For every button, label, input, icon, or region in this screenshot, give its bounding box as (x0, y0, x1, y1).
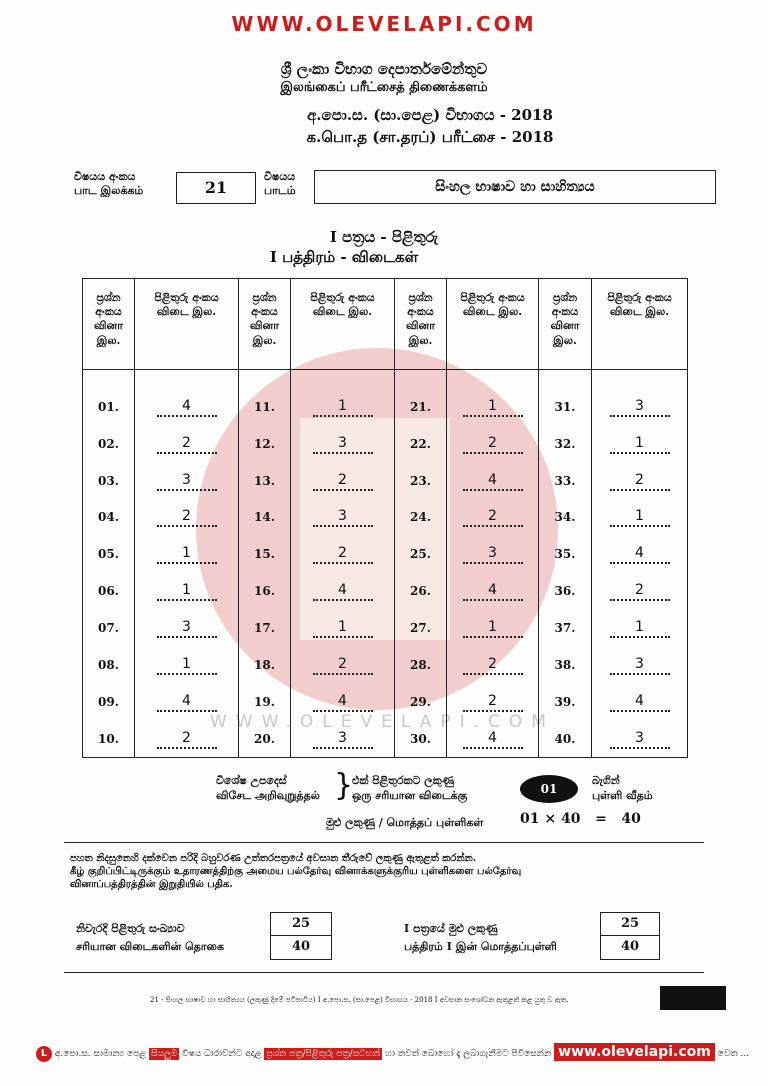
answer-cell (592, 462, 688, 499)
question-number: 38. (539, 646, 592, 683)
answer-value: 4 (463, 471, 523, 491)
answer-value: 1 (463, 618, 523, 638)
paper-total-value: 25 (601, 913, 659, 936)
question-header-line: ප්‍රශ්න (252, 291, 277, 304)
question-number: 31. (539, 388, 592, 425)
question-number: 07. (83, 610, 135, 647)
answer-cell (135, 425, 239, 462)
question-header-line: இல. (408, 334, 433, 347)
answer-cell (291, 425, 395, 462)
exam-title-sinhala: අ.පො.ස. (සා.පෙළ) විභාගය - 2018 (307, 106, 553, 124)
total-marks-label: මුළු ලකුණු / மொத்தப் புள்ளிகள் (326, 816, 484, 829)
question-header-line: අංකය (95, 305, 122, 318)
answer-number-header (592, 279, 688, 370)
answer-value: 2 (313, 655, 373, 675)
subject-name-box: සිංහල භාෂාව හා සාහිත්‍යය (314, 170, 716, 204)
question-number: 01. (83, 388, 135, 425)
answer-value: 2 (463, 507, 523, 527)
answer-value: 2 (610, 471, 670, 491)
answer-cell (592, 388, 688, 425)
answer-header-line: விடை இல. (462, 305, 523, 318)
question-number: 16. (239, 573, 291, 610)
question-number: 29. (395, 683, 447, 720)
answer-header-line: விடை இல. (312, 305, 373, 318)
table-row (83, 610, 688, 647)
answer-cell (135, 573, 239, 610)
answer-cell (291, 720, 395, 757)
question-number: 10. (83, 720, 135, 757)
answer-cell (447, 499, 539, 536)
answer-value: 1 (157, 581, 217, 601)
exam-title-tamil: க.பொ.த (சா.தரப்) பரீட்சை - 2018 (306, 128, 554, 146)
question-header-line: வினா (94, 319, 123, 332)
site-header: WWW.OLEVELAPI.COM (231, 12, 537, 36)
answer-cell (291, 388, 395, 425)
table-row (83, 720, 688, 757)
answer-cell (291, 536, 395, 573)
answer-value: 4 (610, 544, 670, 564)
table-row (83, 388, 688, 425)
answer-cell (135, 646, 239, 683)
paper-title-sinhala: I පත්‍රය - පිළිතුරු (329, 228, 439, 246)
subject-number-box: 21 (176, 172, 256, 204)
per-answer-label: එක් පිළිතුරකට ලකුණු ஒரு சரியான விடைக்கு (352, 774, 468, 802)
table-row (83, 536, 688, 573)
question-header-line: வினா (406, 319, 435, 332)
question-number: 19. (239, 683, 291, 720)
answer-value: 2 (463, 655, 523, 675)
question-number: 22. (395, 425, 447, 462)
question-number: 11. (239, 388, 291, 425)
footer-suffix: වෙත ... (717, 1049, 750, 1059)
answer-value: 4 (157, 692, 217, 712)
question-number: 32. (539, 425, 592, 462)
answer-cell (592, 573, 688, 610)
answer-header-line: පිළිතුරු අංකය (460, 291, 525, 304)
question-number: 03. (83, 462, 135, 499)
answer-cell (592, 610, 688, 647)
answer-number-header (447, 279, 539, 370)
answer-value: 1 (610, 434, 670, 454)
footer-prefix: අ.පො.ස. සාමාන්‍ය පෙළ (54, 1049, 147, 1059)
answer-value: 2 (157, 729, 217, 749)
question-number: 33. (539, 462, 592, 499)
answer-value: 2 (157, 434, 217, 454)
correct-count-value: 25 (271, 913, 331, 936)
answer-value: 2 (463, 434, 523, 454)
answer-value: 3 (313, 729, 373, 749)
question-number: 25. (395, 536, 447, 573)
answer-cell (447, 573, 539, 610)
marking-note: පහත නිදසුනෙහි දක්වෙන පරිදි බහුවරණ උත්තරපත්‍රයේ අවසාන තීරුවේ ලකුණු ඇතුළත් කරන්න. கீழ் குறிப்பிட்டிருக்கும் உதாரணத்திற்கு அமைய பல்தேர்வு வினாக்களுக்குரிய புள்ளிகளை பல்தேர்வு வினாப்பத்திரத்தின் இறுதியில் பதிக. (70, 853, 522, 890)
question-number-header (395, 279, 447, 370)
answer-cell (291, 646, 395, 683)
answer-value: 2 (157, 507, 217, 527)
answer-cell (135, 610, 239, 647)
table-row (83, 683, 688, 720)
answer-value: 3 (610, 729, 670, 749)
paper-total-box (600, 912, 660, 960)
question-header-line: අංකය (407, 305, 434, 318)
answer-cell (135, 536, 239, 573)
marks-suffix-label: බැගින් புள்ளி வீதம் (592, 774, 653, 802)
answer-value: 3 (313, 434, 373, 454)
question-number: 27. (395, 610, 447, 647)
answer-header-line: පිළිතුරු අංකය (607, 291, 672, 304)
question-number: 35. (539, 536, 592, 573)
redaction-block (660, 986, 726, 1010)
answer-cell (135, 388, 239, 425)
table-row (83, 425, 688, 462)
answer-cell (592, 499, 688, 536)
answer-number-header (135, 279, 239, 370)
marks-per-answer-badge: 01 (520, 775, 578, 803)
logo-icon: L (36, 1046, 52, 1062)
question-header-line: இல. (553, 334, 577, 347)
answer-cell (592, 425, 688, 462)
promo-footer (36, 1044, 750, 1062)
watermark-text: WWW.OLEVELAPI.COM (210, 712, 555, 732)
answer-value: 2 (610, 581, 670, 601)
answer-cell (447, 388, 539, 425)
answer-cell (447, 536, 539, 573)
correct-count-total: 40 (291, 939, 311, 954)
answer-cell (135, 499, 239, 536)
answer-cell (291, 462, 395, 499)
answer-value: 2 (313, 471, 373, 491)
footer-highlight-all: සියලුම (151, 1049, 178, 1059)
question-header-line: இல. (252, 334, 277, 347)
table-row (83, 646, 688, 683)
question-number: 28. (395, 646, 447, 683)
answer-table (82, 278, 688, 758)
answer-cell (291, 573, 395, 610)
question-number: 39. (539, 683, 592, 720)
subject-name-label: විෂයය பாடம் (264, 170, 296, 197)
answer-cell (447, 610, 539, 647)
special-instructions-label: විශේෂ උපදෙස් விசேட அறிவுறுத்தல் (216, 774, 320, 802)
footer-mid1: විෂය ධාරාවන්ට අදාළ (182, 1049, 262, 1059)
answer-value: 3 (157, 618, 217, 638)
paper-title-tamil: I பத்திரம் - விடைகள் (269, 248, 419, 266)
question-number: 36. (539, 573, 592, 610)
question-number: 14. (239, 499, 291, 536)
answer-cell (447, 646, 539, 683)
question-number: 02. (83, 425, 135, 462)
footer-url-link[interactable]: www.olevelapi.com (554, 1043, 715, 1061)
table-row (83, 462, 688, 499)
brace-icon: } (334, 768, 354, 803)
answer-value: 4 (313, 692, 373, 712)
answer-value: 4 (463, 581, 523, 601)
question-number: 12. (239, 425, 291, 462)
department-tamil: இலங்கைப் பரீட்சைத் திணைக்களம் (280, 80, 488, 95)
question-number: 24. (395, 499, 447, 536)
answer-header-line: விடை இல. (156, 305, 217, 318)
question-number-header (539, 279, 592, 370)
answer-value: 4 (610, 692, 670, 712)
table-row (83, 499, 688, 536)
footer-highlight-papers: ප්‍රශ්න පත්‍ර/පිළිතුරු පත්‍ර/සටහන් (266, 1049, 381, 1059)
answer-cell (291, 610, 395, 647)
answer-cell (447, 462, 539, 499)
answer-value: 1 (463, 397, 523, 417)
answer-value: 3 (157, 471, 217, 491)
answer-cell (447, 425, 539, 462)
answer-value: 1 (313, 397, 373, 417)
answer-value: 2 (313, 544, 373, 564)
question-number-header (239, 279, 291, 370)
question-number: 23. (395, 462, 447, 499)
answer-cell (447, 720, 539, 757)
question-number: 18. (239, 646, 291, 683)
answer-cell (447, 683, 539, 720)
answer-value: 3 (610, 397, 670, 417)
answer-cell (291, 683, 395, 720)
question-header-line: අංකය (251, 305, 278, 318)
answer-value: 3 (313, 507, 373, 527)
answer-value: 4 (463, 729, 523, 749)
question-header-line: ප්‍රශ්න (552, 291, 578, 304)
answer-header-line: පිළිතුරු අංකය (310, 291, 375, 304)
answer-cell (592, 536, 688, 573)
department-sinhala: ශ්‍රී ලංකා විභාග දෙපාර්තමේන්තුව (280, 60, 488, 78)
question-number: 17. (239, 610, 291, 647)
answer-value: 3 (463, 544, 523, 564)
subject-number-label: විෂයය අංකය பாட இலக்கம் (74, 170, 144, 197)
correct-count-label: නිවැරදි පිළිතුරු සංඛ්‍යාව சரியான விடைகளின் தொகை (76, 922, 224, 953)
question-header-line: வினா (550, 319, 580, 332)
answer-value: 1 (157, 544, 217, 564)
answer-cell (135, 720, 239, 757)
question-number: 09. (83, 683, 135, 720)
answer-header-line: පිළිතුරු අංකය (154, 291, 219, 304)
answer-cell (592, 683, 688, 720)
answer-value: 4 (157, 397, 217, 417)
question-number: 30. (395, 720, 447, 757)
answer-number-header (291, 279, 395, 370)
answer-cell (592, 720, 688, 757)
paper-total-label: I පත්‍රයේ මුළු ලකුණු பத்திரம் I இன் மொத்தப்புள்ளி (404, 922, 557, 953)
question-header-line: ප්‍රශ්න (408, 291, 433, 304)
answer-value: 3 (610, 655, 670, 675)
question-number-header (83, 279, 135, 370)
answer-value: 2 (463, 692, 523, 712)
question-number: 05. (83, 536, 135, 573)
question-number: 13. (239, 462, 291, 499)
question-header-line: இல. (96, 334, 121, 347)
question-number: 21. (395, 388, 447, 425)
answer-value: 1 (313, 618, 373, 638)
answer-value: 1 (610, 507, 670, 527)
divider-top (64, 842, 704, 843)
question-number: 15. (239, 536, 291, 573)
answer-cell (592, 646, 688, 683)
question-number: 08. (83, 646, 135, 683)
answer-cell (291, 499, 395, 536)
answer-cell (135, 683, 239, 720)
question-number: 04. (83, 499, 135, 536)
page-footer-text: 21 - සිංහල භාෂාව හා සාහිත්‍යය (ලකුණු දීමේ පටිපාටිය) I අ.පො.ස. (සා.පෙළ) විභාගය - 2018 I අවසාන සංශෝධන ඇතුළත් කළ යුතු ව ඇත. (150, 996, 569, 1004)
question-number: 40. (539, 720, 592, 757)
answer-value: 1 (157, 655, 217, 675)
answer-value: 1 (610, 618, 670, 638)
paper-total-max: 40 (620, 939, 640, 954)
question-number: 26. (395, 573, 447, 610)
table-row (83, 573, 688, 610)
question-header-line: வினா (250, 319, 279, 332)
question-number: 37. (539, 610, 592, 647)
question-number: 06. (83, 573, 135, 610)
correct-count-box (270, 912, 332, 960)
footer-mid2: හා තවත් බොහෝ දෑ ලබාගැනීමට පිවිසෙන්න (384, 1049, 552, 1059)
answer-header-line: விடை இல. (609, 305, 670, 318)
question-header-line: ප්‍රශ්න (96, 291, 121, 304)
answer-cell (135, 462, 239, 499)
question-number: 34. (539, 499, 592, 536)
answer-value: 4 (313, 581, 373, 601)
question-number: 20. (239, 720, 291, 757)
question-header-line: අංකය (551, 305, 579, 318)
total-marks-formula: 01 × 40 = 40 (520, 811, 641, 827)
divider-bottom (64, 972, 704, 973)
